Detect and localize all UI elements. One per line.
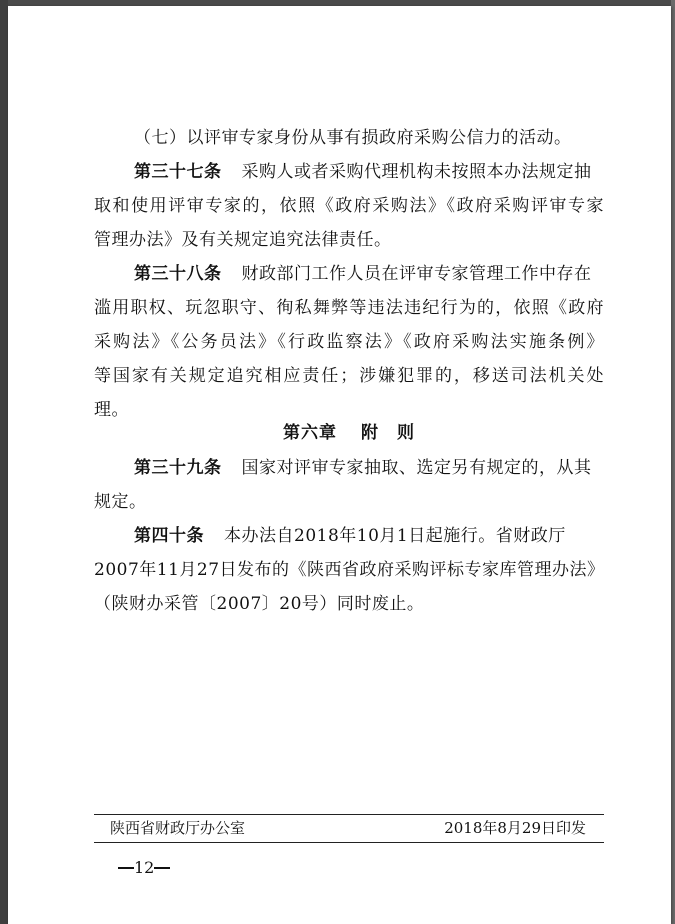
paragraph-item-7	[94, 121, 604, 155]
article-37	[94, 155, 604, 257]
viewer-right-edge	[671, 0, 675, 924]
page-number-text: 12	[134, 858, 155, 877]
text-line: 采购人或者采购代理机构未按照本办法规定抽	[241, 162, 592, 182]
article-number: 第三十七条	[134, 162, 222, 182]
text-line: 取和使用评审专家的，依照《政府采购法》《政府采购评审专家	[94, 196, 604, 216]
text-line: （七）以评审专家身份从事有损政府采购公信力的活动。	[134, 128, 572, 148]
text-line: 等国家有关规定追究相应责任；涉嫌犯罪的，移送司法机关处	[94, 366, 604, 386]
chapter-number: 第六章	[283, 423, 337, 443]
article-40	[94, 519, 604, 621]
text-line: 本办法自2018年10月1日起施行。省财政厅	[224, 526, 566, 546]
text-line: 理。	[94, 400, 129, 420]
footer-bottom-rule	[94, 842, 604, 843]
document-page	[8, 6, 671, 924]
text-line: 规定。	[94, 492, 147, 512]
footer-date: 2018年8月29日印发	[444, 819, 586, 837]
text-line: 国家对评审专家抽取、选定另有规定的，从其	[241, 458, 592, 478]
article-number: 第三十九条	[134, 458, 222, 478]
article-38	[94, 257, 604, 427]
page-number	[118, 858, 170, 877]
chapter-title: 附 则	[361, 423, 415, 443]
footer-top-rule	[94, 814, 604, 815]
dash-left	[118, 867, 134, 869]
chapter-heading	[94, 416, 604, 450]
text-line: 财政部门工作人员在评审专家管理工作中存在	[241, 264, 592, 284]
footer	[110, 818, 586, 838]
article-number: 第四十条	[134, 526, 204, 546]
text-line: （陕财办采管〔2007〕20号）同时废止。	[94, 594, 425, 614]
text-line: 采购法》《公务员法》《行政监察法》《政府采购法实施条例》	[94, 332, 604, 352]
dash-right	[154, 867, 170, 869]
text-line: 滥用职权、玩忽职守、徇私舞弊等违法违纪行为的，依照《政府	[94, 298, 604, 318]
article-number: 第三十八条	[134, 264, 222, 284]
article-39	[94, 451, 604, 519]
viewer-left-edge	[0, 0, 8, 924]
text-line: 管理办法》及有关规定追究法律责任。	[94, 230, 392, 250]
footer-issuer: 陕西省财政厅办公室	[110, 819, 246, 837]
text-line: 2007年11月27日发布的《陕西省政府采购评标专家库管理办法》	[94, 560, 605, 580]
